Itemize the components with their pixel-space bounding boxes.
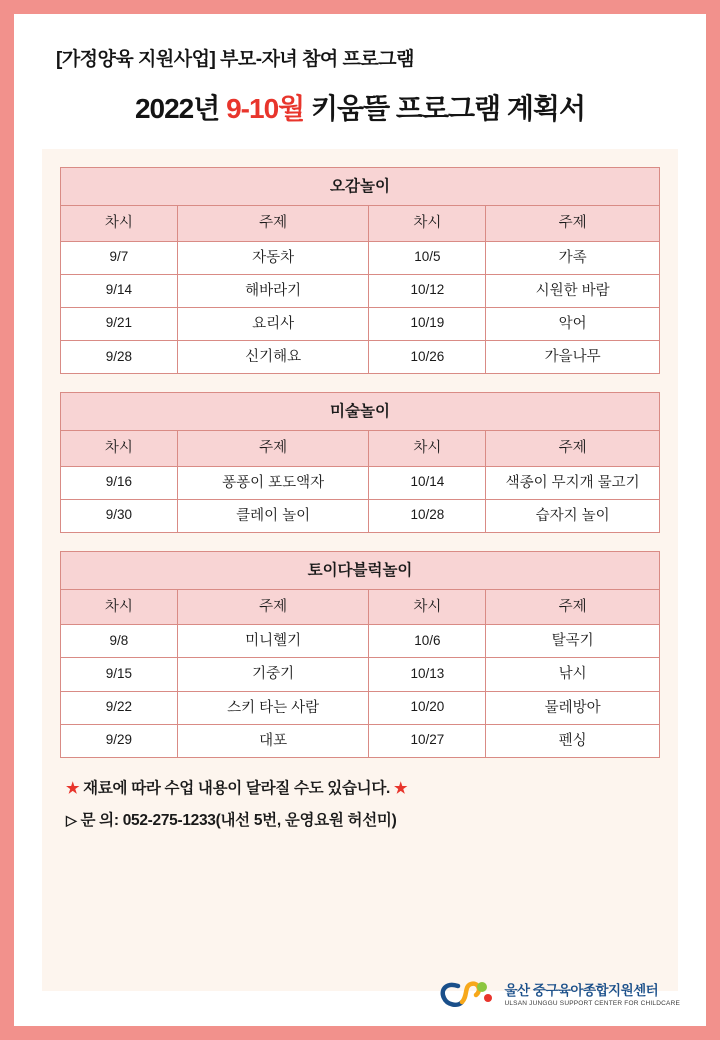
table-row — [61, 658, 660, 691]
cell-topic: 색종이 무지개 물고기 — [486, 466, 660, 499]
footer-org — [504, 983, 680, 1008]
section-title: 오감놀이 — [61, 168, 660, 206]
footer-org-en: ULSAN JUNGGU SUPPORT CENTER FOR CHILDCARE — [504, 1000, 680, 1008]
cell-session: 10/28 — [369, 499, 486, 532]
table-section-title-row — [61, 393, 660, 431]
title-prefix: 2022년 — [134, 93, 227, 124]
title-accent: 9-10월 — [226, 93, 305, 124]
cell-topic: 신기해요 — [177, 340, 369, 373]
table-row — [61, 499, 660, 532]
cell-session: 10/14 — [369, 466, 486, 499]
column-header: 주제 — [177, 431, 369, 466]
cell-session: 10/19 — [369, 307, 486, 340]
table-row — [61, 307, 660, 340]
table-header-row — [61, 590, 660, 625]
note-contact-text: 문 의: 052-275-1233(내선 5번, 운영요원 허선미) — [80, 811, 397, 829]
column-header: 차시 — [61, 206, 178, 241]
schedule-table-0 — [60, 167, 660, 374]
table-row — [61, 340, 660, 373]
page-title — [42, 87, 678, 127]
schedule-table-1 — [60, 392, 660, 533]
cell-session: 9/28 — [61, 340, 178, 373]
cell-session: 9/14 — [61, 274, 178, 307]
center-logo-svg — [438, 978, 496, 1012]
cell-topic: 악어 — [486, 307, 660, 340]
cell-session: 10/13 — [369, 658, 486, 691]
poster-header — [42, 44, 678, 127]
cell-topic: 물레방아 — [486, 691, 660, 724]
column-header: 차시 — [369, 431, 486, 466]
cell-session: 10/5 — [369, 241, 486, 274]
cell-topic: 해바라기 — [177, 274, 369, 307]
cell-session: 10/26 — [369, 340, 486, 373]
table-row — [61, 466, 660, 499]
column-header: 주제 — [486, 590, 660, 625]
poster-sheet — [14, 14, 706, 1026]
column-header: 차시 — [61, 431, 178, 466]
cell-topic: 시원한 바람 — [486, 274, 660, 307]
star-icon: ★ — [394, 779, 408, 797]
schedule-panel — [42, 149, 678, 991]
cell-topic: 가족 — [486, 241, 660, 274]
table-row — [61, 274, 660, 307]
section-title: 토이다블럭놀이 — [61, 551, 660, 589]
table-section-title-row — [61, 551, 660, 589]
table-header-row — [61, 206, 660, 241]
poster-subtitle: [가정양육 지원사업] 부모-자녀 참여 프로그램 — [56, 49, 414, 70]
column-header: 차시 — [369, 590, 486, 625]
cell-session: 9/21 — [61, 307, 178, 340]
cell-session: 9/15 — [61, 658, 178, 691]
center-logo-icon — [438, 978, 496, 1012]
table-row — [61, 724, 660, 757]
column-header: 차시 — [61, 590, 178, 625]
cell-topic: 요리사 — [177, 307, 369, 340]
cell-topic: 클레이 놀이 — [177, 499, 369, 532]
note-contact — [66, 808, 660, 830]
column-header: 주제 — [177, 206, 369, 241]
cell-session: 10/20 — [369, 691, 486, 724]
note-material-text: 재료에 따라 수업 내용이 달라질 수도 있습니다. — [83, 779, 391, 797]
notes-block — [60, 776, 660, 830]
table-section-title-row — [61, 168, 660, 206]
column-header: 차시 — [369, 206, 486, 241]
section-title: 미술놀이 — [61, 393, 660, 431]
title-suffix: 키움뜰 프로그램 계획서 — [304, 93, 586, 124]
cell-topic: 대포 — [177, 724, 369, 757]
cell-topic: 기중기 — [177, 658, 369, 691]
cell-session: 9/8 — [61, 625, 178, 658]
cell-session: 10/12 — [369, 274, 486, 307]
cell-session: 9/30 — [61, 499, 178, 532]
cell-session: 9/29 — [61, 724, 178, 757]
cell-topic: 자동차 — [177, 241, 369, 274]
cell-session: 9/16 — [61, 466, 178, 499]
note-material — [66, 776, 660, 798]
table-header-row — [61, 431, 660, 466]
column-header: 주제 — [486, 206, 660, 241]
cell-session: 10/27 — [369, 724, 486, 757]
cell-topic: 낚시 — [486, 658, 660, 691]
column-header: 주제 — [177, 590, 369, 625]
cell-session: 10/6 — [369, 625, 486, 658]
cell-session: 9/7 — [61, 241, 178, 274]
cell-topic: 탈곡기 — [486, 625, 660, 658]
column-header: 주제 — [486, 431, 660, 466]
cell-session: 9/22 — [61, 691, 178, 724]
footer-org-kr: 울산 중구육아종합지원센터 — [504, 982, 659, 998]
cell-topic: 펜싱 — [486, 724, 660, 757]
cell-topic: 스키 타는 사람 — [177, 691, 369, 724]
cell-topic: 습자지 놀이 — [486, 499, 660, 532]
cell-topic: 미니헬기 — [177, 625, 369, 658]
table-row — [61, 241, 660, 274]
star-icon: ★ — [66, 779, 80, 797]
footer-logo — [438, 978, 680, 1012]
cell-topic: 퐁퐁이 포도액자 — [177, 466, 369, 499]
table-row — [61, 691, 660, 724]
triangle-bullet-icon: ▷ — [66, 811, 77, 828]
schedule-table-2 — [60, 551, 660, 758]
table-row — [61, 625, 660, 658]
cell-topic: 가을나무 — [486, 340, 660, 373]
